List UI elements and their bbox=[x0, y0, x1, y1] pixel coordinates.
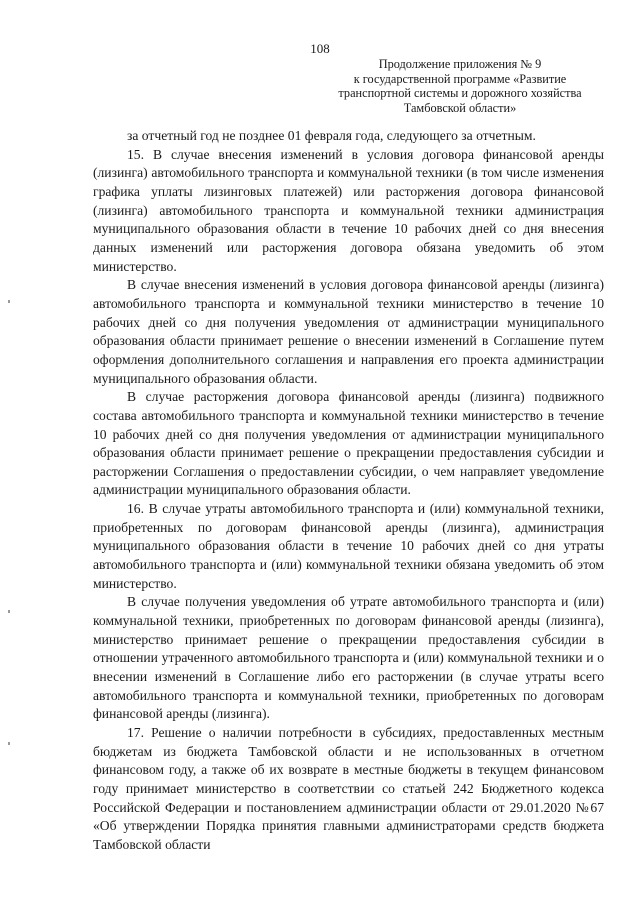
scan-edge-mark bbox=[8, 742, 10, 745]
scan-edge-mark bbox=[8, 610, 10, 613]
paragraph: 17. Решение о наличии потребности в субсидиях, предоставленных местным бюджетам из бюджета Тамбовской области и не использованных в отчетном финансовом году, а также об их возврате в местные бюджеты в текущем финансовом году принимает министерство в соответствии со статьей 242 Бюджетного кодекса Российской Федерации и постановлением администрации области от 29.01.2020 №67 «Об утверждении Порядка принятия главными администраторами средств бюджета Тамбовской области bbox=[93, 725, 604, 852]
paragraph: В случае получения уведомления об утрате автомобильного транспорта и (или) коммунальной техники, приобретенных по договорам финансовой аренды (лизинга), министерство принимает решение о прекращении предоставления субсидии в отношении утраченного автомобильного транспорта и (или) коммунальной техники и о внесении изменений в Соглашение либо его расторжении (в случае утраты всего автомобильного транспорта и коммунальной техники, приобретенных по договорам финансовой аренды (лизинга). bbox=[93, 594, 604, 722]
paragraph: 16. В случае утраты автомобильного транспорта и (или) коммунальной техники, приобретенных по договорам финансовой аренды (лизинга), администрация муниципального образования области в течение 10 рабочих дней со дня утраты автомобильного транспорта и (или) коммунальной техники обязана уведомить об этом министерство. bbox=[93, 501, 604, 591]
page-number: 108 bbox=[310, 41, 330, 56]
paragraph: В случае внесения изменений в условия договора финансовой аренды (лизинга) автомобильного транспорта и коммунальной техники министерство в течение 10 рабочих дней со дня получения уведомления от администрации муниципального образования области принимает решение о внесении изменений в Соглашение путем оформления дополнительного соглашения и направления его проекта администрации муниципального образования области. bbox=[93, 277, 604, 386]
appendix-header bbox=[310, 57, 610, 115]
header-line: транспортной системы и дорожного хозяйства bbox=[338, 86, 582, 100]
header-line: к государственной программе «Развитие bbox=[353, 71, 567, 86]
header-line: Продолжение приложения № 9 bbox=[378, 57, 542, 71]
paragraph: за отчетный год не позднее 01 февраля года, следующего за отчетным. bbox=[127, 128, 536, 143]
document-body bbox=[93, 127, 604, 855]
paragraph: В случае расторжения договора финансовой аренды (лизинга) подвижного состава автомобильного транспорта и коммунальной техники министерство в течение 10 рабочих дней со дня получения уведомления от администрации муниципального образования области принимает решение о прекращении предоставления субсидии и расторжении Соглашения о предоставлении субсидии, о чем направляет уведомление администрации муниципального образования области. bbox=[93, 389, 604, 498]
scan-edge-mark bbox=[8, 300, 10, 303]
header-line: Тамбовской области» bbox=[403, 100, 517, 115]
paragraph: 15. В случае внесения изменений в условия договора финансовой аренды (лизинга) автомобильного транспорта и коммунальной техники (в том числе изменения графика уплаты лизинговых платежей) или расторжения договора финансовой (лизинга) автомобильного транспорта и коммунальной техники администрация муниципального образования области в течение 10 рабочих дней со дня внесения данных изменений или расторжения договора обязана уведомить об этом министерство. bbox=[93, 146, 604, 274]
